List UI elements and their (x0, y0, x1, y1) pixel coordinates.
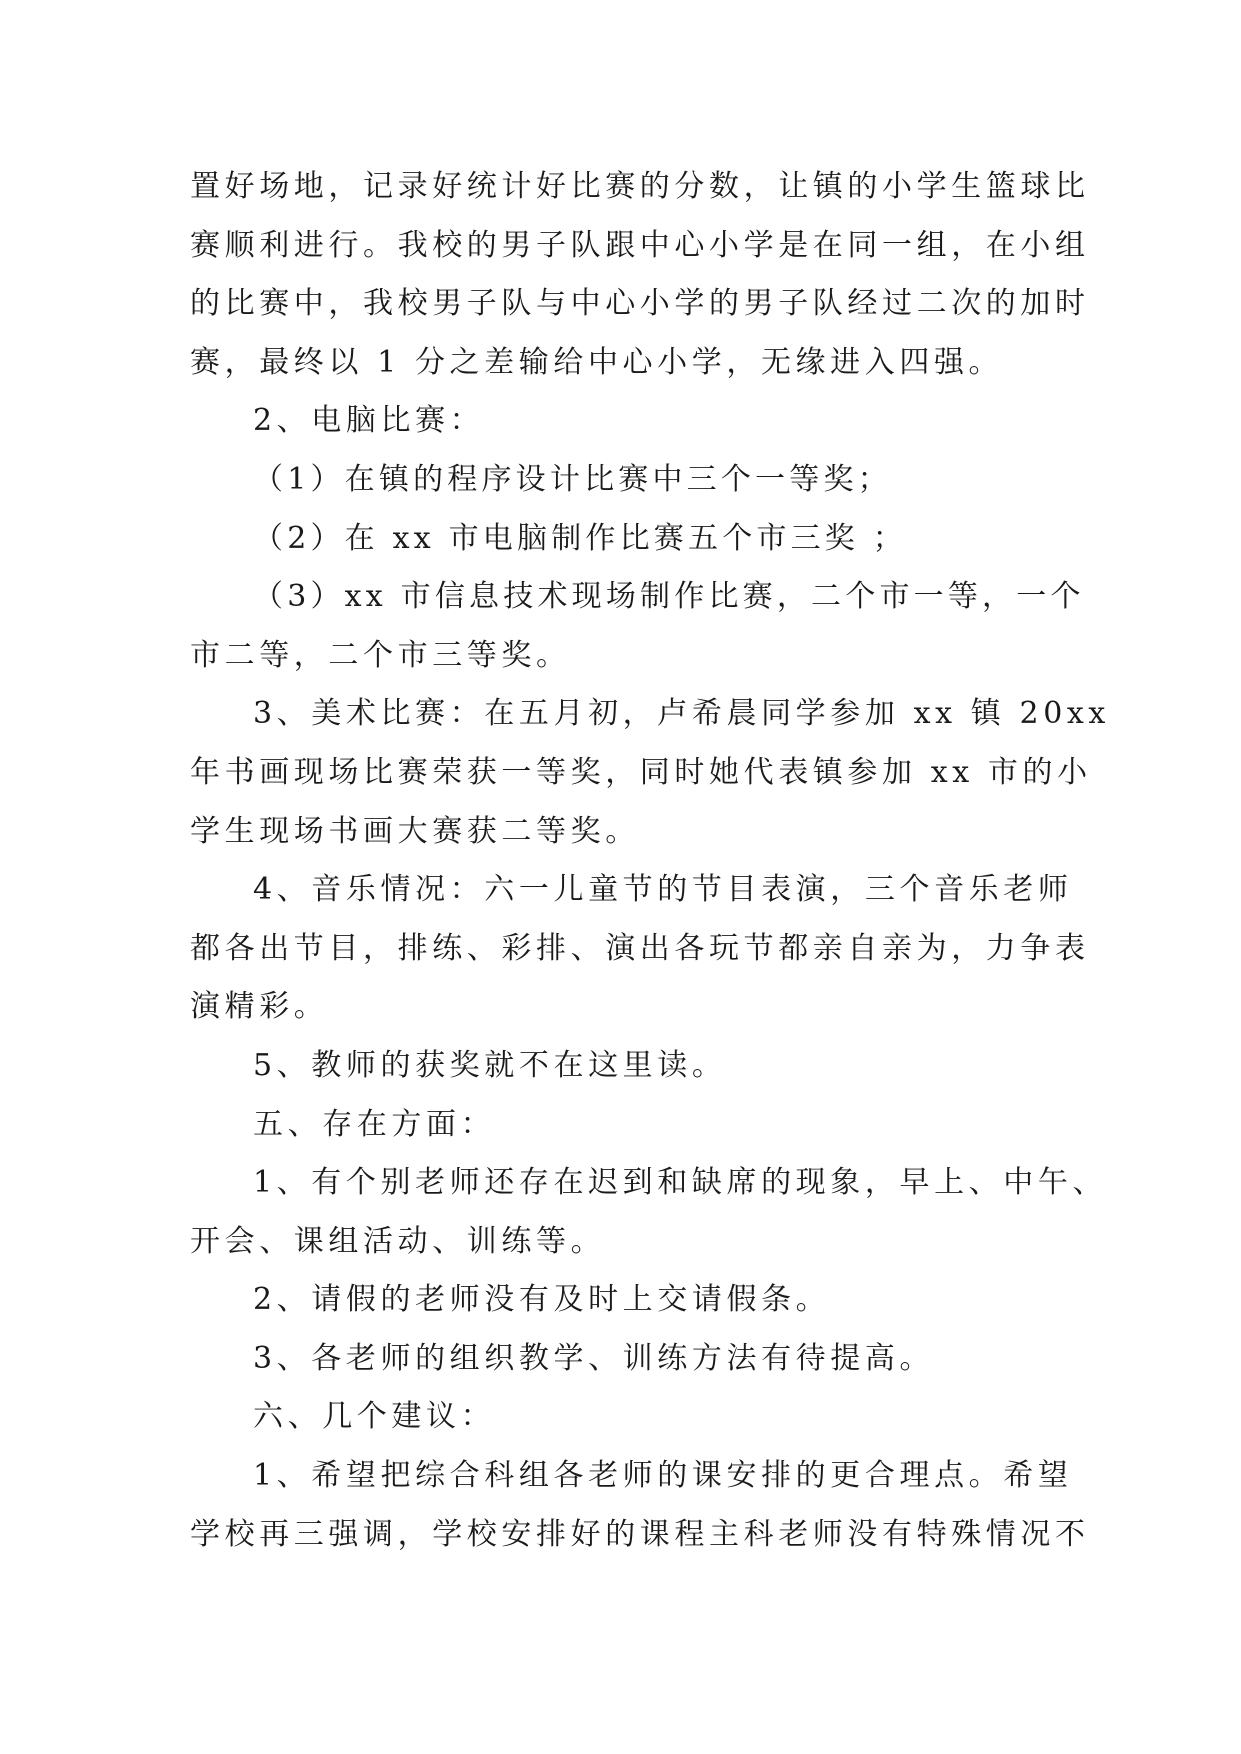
issue-item-1: 1、有个别老师还存在迟到和缺席的现象，早上、中午、 (253, 1165, 1108, 1201)
paragraph-art-contest: 3、美术比赛：在五月初，卢希晨同学参加 xx 镇 20xx (253, 696, 1110, 732)
body-line-1: 置好场地，记录好统计好比赛的分数，让镇的小学生篮球比 (190, 169, 1090, 204)
body-line-19: 开会、课组活动、训练等。 (190, 1223, 606, 1259)
list-item-computer-making: （2）在 xx 市电脑制作比赛五个市三奖 ； (253, 520, 907, 556)
body-line-12: 学生现场书画大赛获二等奖。 (190, 813, 640, 849)
section-heading-issues: 五、存在方面： (253, 1106, 496, 1142)
issue-item-3: 3、各老师的组织教学、训练方法有待提高。 (253, 1340, 935, 1376)
heading-computer-contest: 2、电脑比赛： (253, 403, 485, 439)
list-item-it-onsite: （3）xx 市信息技术现场制作比赛，二个市一等，一个 (253, 579, 1085, 615)
section-heading-suggestions: 六、几个建议： (253, 1399, 496, 1435)
body-line-2: 赛顺利进行。我校的男子队跟中心小学是在同一组，在小组 (190, 227, 1090, 263)
paragraph-music: 4、音乐情况：六一儿童节的节目表演，三个音乐老师 (253, 872, 1073, 908)
paragraph-teacher-awards: 5、教师的获奖就不在这里读。 (253, 1047, 727, 1083)
body-line-14: 都各出节目，排练、彩排、演出各玩节都亲自亲为，力争表 (190, 930, 1090, 966)
body-line-9: 市二等，二个市三等奖。 (190, 637, 571, 673)
body-line-15: 演精彩。 (190, 989, 329, 1025)
list-item-program-design: （1）在镇的程序设计比赛中三个一等奖； (253, 461, 892, 497)
suggestion-item-1: 1、希望把综合科组各老师的课安排的更合理点。希望 (253, 1458, 1073, 1494)
body-line-3: 的比赛中，我校男子队与中心小学的男子队经过二次的加时 (190, 286, 1090, 322)
body-line-4: 赛，最终以 1 分之差输给中心小学，无缘进入四强。 (190, 344, 1004, 380)
issue-item-2: 2、请假的老师没有及时上交请假条。 (253, 1282, 831, 1318)
document-body (190, 158, 1110, 1564)
body-line-11: 年书画现场比赛荣获一等奖，同时她代表镇参加 xx 市的小 (190, 754, 1092, 790)
body-line-24: 学校再三强调，学校安排好的课程主科老师没有特殊情况不 (190, 1516, 1090, 1552)
